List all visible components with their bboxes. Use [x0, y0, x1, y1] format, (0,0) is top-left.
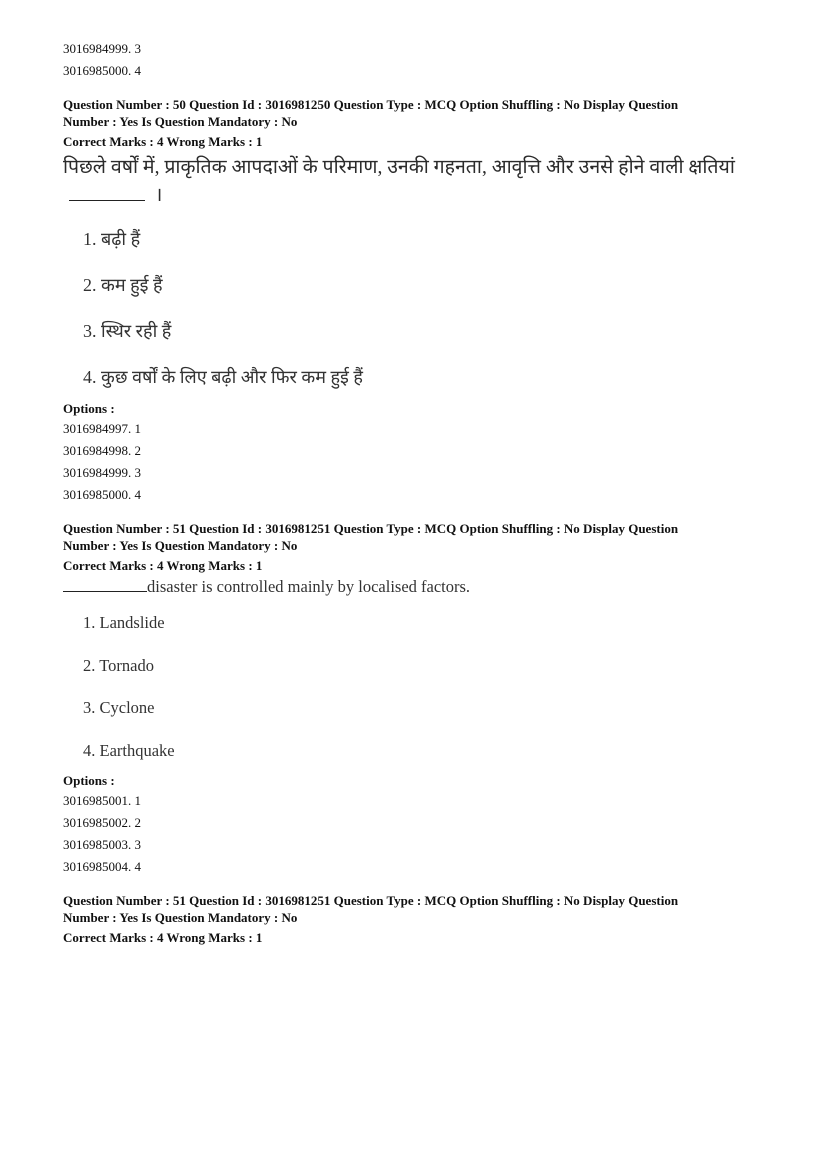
question-meta [63, 520, 773, 574]
fill-in-blank [69, 184, 145, 201]
question-block-51 [63, 520, 783, 878]
option-id: 3016985001. [63, 793, 132, 808]
option-id-line [63, 790, 783, 812]
question-meta-line: Question Number : 51 Question Id : 3016981251 Question Type : MCQ Option Shuffling : No Display Question [63, 893, 679, 908]
answer-choice: 2. कम हुई हैं [83, 275, 163, 295]
question-stem [63, 576, 783, 598]
question-meta [63, 892, 773, 946]
question-meta-line: Number : Yes Is Question Mandatory : No [63, 910, 298, 925]
question-block-51-repeat [63, 892, 783, 946]
question-stem-line: पिछले वर्षों में, प्राकृतिक आपदाओं के परिमाण, उनकी गहनता, आवृत्ति और उनसे होने वाली क्षतियां [63, 157, 735, 178]
option-id-line [63, 418, 783, 440]
question-stem-text: disaster is controlled mainly by localised factors. [147, 577, 471, 596]
option-number: 4 [134, 63, 141, 78]
option-id: 3016985002. [63, 815, 132, 830]
marks-line: Correct Marks : 4 Wrong Marks : 1 [63, 930, 263, 945]
marks-line: Correct Marks : 4 Wrong Marks : 1 [63, 134, 263, 149]
option-id: 3016985003. [63, 837, 132, 852]
options-label: Options : [63, 401, 115, 416]
question-meta-line: Question Number : 51 Question Id : 3016981251 Question Type : MCQ Option Shuffling : No Display Question [63, 521, 679, 536]
option-id-line [63, 38, 783, 60]
option-id-list [63, 418, 783, 506]
option-number: 1 [134, 421, 141, 436]
question-meta-line: Question Number : 50 Question Id : 3016981250 Question Type : MCQ Option Shuffling : No Display Question [63, 97, 679, 112]
option-number: 1 [134, 793, 141, 808]
question-paper-page [63, 38, 783, 946]
fill-in-blank [63, 577, 147, 592]
option-id: 3016985000. [63, 487, 132, 502]
question-meta [63, 96, 773, 150]
option-id: 3016985000. [63, 63, 132, 78]
answer-choice: 1. बढ़ी हैं [83, 229, 141, 249]
answer-choices [63, 216, 783, 400]
answer-choice: 4. कुछ वर्षों के लिए बढ़ी और फिर कम हुई हैं [83, 367, 363, 387]
option-id: 3016984998. [63, 443, 132, 458]
option-id-line [63, 484, 783, 506]
option-id: 3016984997. [63, 421, 132, 436]
marks-line: Correct Marks : 4 Wrong Marks : 1 [63, 558, 263, 573]
question-stem [63, 154, 783, 210]
option-number: 3 [134, 41, 141, 56]
option-id-list [63, 790, 783, 878]
option-id-line [63, 440, 783, 462]
question-meta-line: Number : Yes Is Question Mandatory : No [63, 538, 298, 553]
options-label: Options : [63, 773, 115, 788]
answer-choice: 1. Landslide [83, 613, 165, 632]
option-number: 4 [134, 487, 141, 502]
option-number: 3 [134, 837, 141, 852]
option-id-line [63, 856, 783, 878]
option-number: 3 [134, 465, 141, 480]
option-id-line [63, 60, 783, 82]
question-block-50 [63, 96, 783, 506]
answer-choice: 4. Earthquake [83, 740, 175, 760]
option-id: 3016984999. [63, 465, 132, 480]
answer-choice: 3. स्थिर रही हैं [83, 321, 172, 341]
option-number: 4 [134, 859, 141, 874]
stem-end-mark: । [155, 185, 163, 206]
option-id-line [63, 834, 783, 856]
option-id: 3016984999. [63, 41, 132, 56]
answer-choice: 2. Tornado [83, 655, 154, 675]
previous-question-options [63, 38, 783, 82]
option-number: 2 [134, 815, 141, 830]
option-id: 3016985004. [63, 859, 132, 874]
question-stem-line [63, 182, 783, 210]
option-id-line [63, 812, 783, 834]
option-id-line [63, 462, 783, 484]
answer-choices [63, 602, 783, 772]
answer-choice: 3. Cyclone [83, 698, 155, 717]
question-meta-line: Number : Yes Is Question Mandatory : No [63, 114, 298, 129]
option-number: 2 [134, 443, 141, 458]
